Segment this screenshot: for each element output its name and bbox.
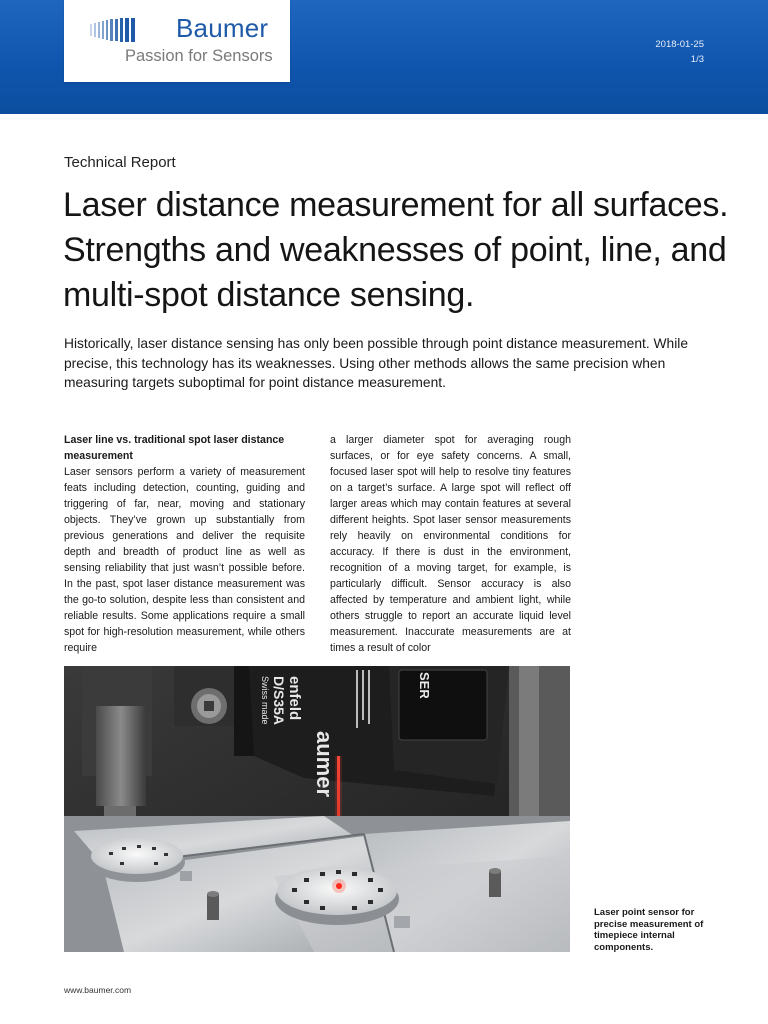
report-type: Technical Report <box>64 154 176 171</box>
sensor-label-text: enfeld <box>286 676 303 721</box>
body-text-1: Laser sensors perform a variety of measurement feats including detection, counting, guiding and triggering of far, near, moving and stationary objects. They’ve grown up substantially from previous generations and deliver the requisite depth and breadth of product line as well as sensing reliability that just wasn’t possible before. In the past, spot laser distance measurement was the go-to solution, despite less than consistent and reliable results. Some applications require a small spot for high-resolution measurement, while others require <box>64 466 305 654</box>
sensor-label-text: aumer <box>312 731 337 798</box>
sensor-label-text: SER <box>417 672 432 699</box>
figure-caption: Laser point sensor for precise measurement of timepiece internal components. <box>594 907 704 953</box>
text-column-2 <box>330 432 571 656</box>
page-number: 1/3 <box>690 54 704 65</box>
baumer-logo-mark-icon <box>90 18 170 42</box>
brand-name: Baumer <box>176 13 269 43</box>
document-date: 2018-01-25 <box>655 39 704 50</box>
brand-slogan: Passion for Sensors <box>125 47 273 65</box>
sensor-label-text: D/S35A <box>271 676 287 726</box>
footer-url[interactable]: www.baumer.com <box>64 985 132 995</box>
sensor-illustration <box>64 666 570 952</box>
document-meta <box>655 37 704 67</box>
page-title: Laser distance measurement for all surfaces. Strengths and weaknesses of point, line, and multi-spot distance sensing. <box>63 186 729 314</box>
logo[interactable] <box>64 0 290 82</box>
product-photo <box>64 666 570 952</box>
header-band <box>0 0 768 114</box>
sensor-label-text: Swiss made <box>260 676 270 725</box>
text-column-1 <box>64 432 305 656</box>
intro-paragraph: Historically, laser distance sensing has only been possible through point distance measurement. While precise, this technology has its weaknesses. Using other methods allows the same precision when measuring targets suboptimal for point distance measurement. <box>64 336 688 390</box>
section-heading: Laser line vs. traditional spot laser distance measurement <box>64 434 285 462</box>
body-text-2: a larger diameter spot for averaging rough surfaces, or for eye safety concerns. A small, focused laser spot will help to resolve tiny features on a target’s surface. A large spot will reflect off larger areas which may contain features at several different heights. Spot laser sensor measurements rely heavily on environmental conditions for accuracy. If there is dust in the environment, recognition of a moving target, for example, is particularly difficult. Sensor accuracy is also affected by temperature and ambient light, while others struggle to report an accurate liquid level measurement. Inaccurate measurements are at times a result of color <box>330 434 571 654</box>
